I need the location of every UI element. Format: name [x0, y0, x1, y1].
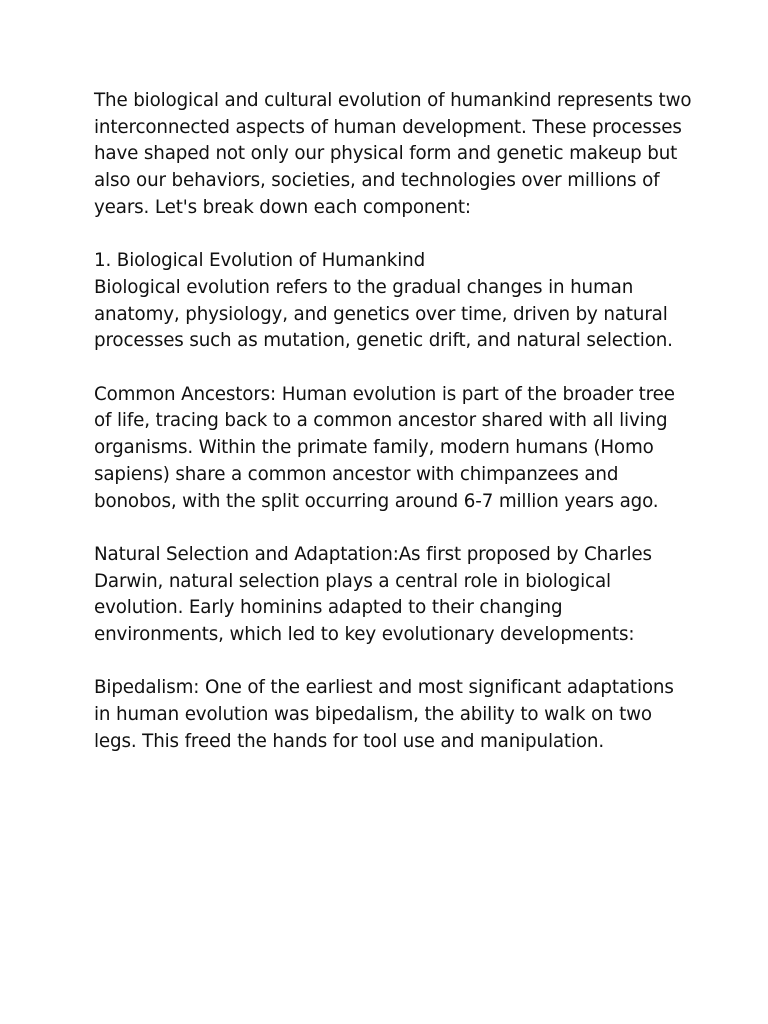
biological-evolution-paragraph: 1. Biological Evolution of Humankind Biological evolution refers to the gradual changes in human anatomy, physiology, and genetics over time, driven by natural processes such as mutation, genetic drift, and natural selection. [94, 250, 673, 352]
document-body [94, 88, 694, 756]
bipedalism-paragraph: Bipedalism: One of the earliest and most significant adaptations in human evolution was bipedalism, the ability to walk on two legs. This freed the hands for tool use and manipulation. [94, 677, 674, 752]
common-ancestors-paragraph: Common Ancestors: Human evolution is part of the broader tree of life, tracing back to a common ancestor shared with all living organisms. Within the primate family, modern humans (Homo sapiens) share a common ancestor with chimpanzees and bonobos, with the split occurring around 6-7 million years ago. [94, 383, 675, 512]
natural-selection-paragraph: Natural Selection and Adaptation:As first proposed by Charles Darwin, natural selection plays a central role in biological evolution. Early hominins adapted to their changing environments, which led to key evolutionary developments: [94, 543, 652, 646]
paragraph-gap [94, 515, 694, 542]
paragraph-gap [94, 222, 694, 249]
intro-paragraph: The biological and cultural evolution of humankind represents two interconnected aspects of human development. These processes have shaped not only our physical form and genetic makeup but also our behaviors, societies, and technologies over millions of years. Let's break down each component: [94, 90, 692, 218]
paragraph-gap [94, 355, 694, 382]
paragraph-gap [94, 649, 694, 676]
